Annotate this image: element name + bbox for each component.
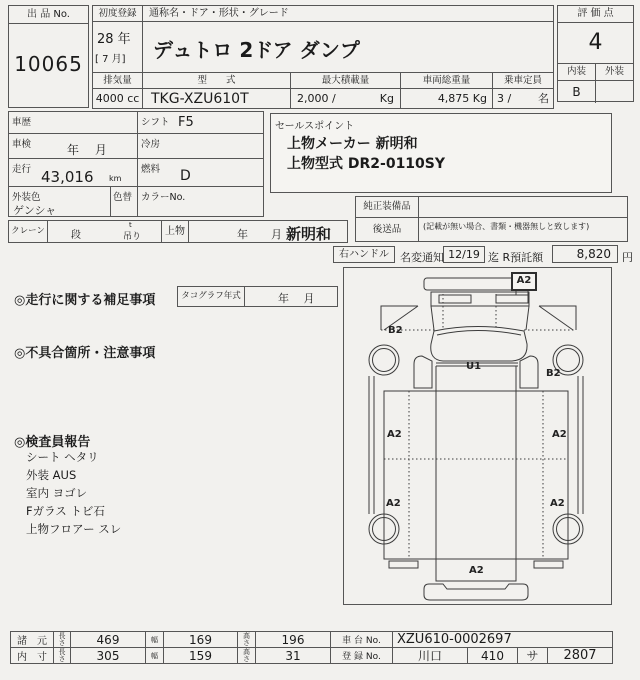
displacement-value: 4000 cc: [95, 92, 140, 105]
later-items-note: (記載が無い場合、書類・機器無しと致します): [423, 222, 590, 231]
height-label-text: 高さ: [243, 647, 250, 663]
inspection-label: 車検: [12, 139, 32, 150]
first-registration-label: 初度登録: [93, 6, 142, 22]
inspector-item: 室内 ヨゴレ: [26, 486, 88, 500]
genuine-equipment-row: [355, 196, 628, 218]
exterior-color-value: ゲンシャ: [13, 204, 57, 217]
crane-label: クレーン: [9, 221, 48, 242]
inspection-cell: [8, 133, 138, 159]
fuel-value: D: [180, 168, 191, 184]
damage-mark-left-side: A2: [387, 429, 402, 440]
score-label: 評 価 点: [558, 6, 633, 23]
lot-number-label: 出 品 No.: [9, 6, 88, 24]
chassis-no-label: 車 台 No.: [330, 631, 393, 648]
inner-length-label: [53, 647, 71, 664]
inner-width-label: 幅: [145, 647, 164, 664]
damage-mark-front-left: B2: [388, 325, 403, 336]
inner-length-value: 305: [70, 647, 146, 664]
body-label: 上物: [161, 221, 189, 242]
model-code-label: 型 式: [143, 73, 290, 89]
color-no-label: カラーNo.: [141, 192, 186, 203]
first-registration-cell: [92, 5, 143, 73]
first-registration-year: 28 年: [97, 32, 131, 47]
model-code-value: TKG-XZU610T: [151, 91, 249, 107]
tachograph-cell: [177, 286, 338, 307]
damage-mark-rear-right: A2: [550, 498, 565, 509]
history-label: 車歴: [12, 117, 32, 128]
registration-no-label: 登 録 No.: [330, 647, 393, 664]
handle-badge: 右ハンドル: [333, 246, 395, 263]
length-label: [53, 631, 71, 648]
shift-value: F5: [178, 115, 194, 130]
damage-mark-right-side: A2: [552, 429, 567, 440]
inner-width-value: 159: [163, 647, 238, 664]
height-label: [237, 631, 256, 648]
interior-score: B: [558, 81, 596, 103]
sales-point-line2: 上物型式 DR2-0110SY: [287, 156, 446, 172]
score-value: 4: [558, 23, 633, 64]
exterior-score: [596, 81, 633, 103]
registration-number: 2807: [547, 647, 613, 664]
width-label: 幅: [145, 631, 164, 648]
genuine-equipment-label: 純正装備品: [356, 197, 419, 217]
inspector-item: Fガラス トビ石: [26, 504, 105, 518]
damage-mark-cab: U1: [466, 361, 482, 372]
displacement-cell: [92, 72, 143, 109]
defect-heading: ◎不具合箇所・注意事項: [14, 346, 156, 361]
inspector-heading: ◎検査員報告: [14, 435, 91, 450]
crane-lift-label: 吊り: [123, 232, 142, 242]
vehicle-name-cell: [142, 5, 554, 73]
inspector-item: シート ヘタリ: [26, 450, 99, 464]
damage-mark-rear-left: A2: [386, 498, 401, 509]
damage-mark-front: A2: [511, 272, 537, 291]
inspection-value: 年 月: [67, 143, 107, 157]
repaint-label: 色替: [113, 192, 133, 203]
capacity-cell: [492, 72, 554, 109]
max-load-unit: Kg: [379, 92, 394, 105]
tachograph-value: 年 月: [278, 292, 315, 305]
length-label-text: 長さ: [58, 631, 66, 647]
crane-body-row: [8, 220, 348, 243]
later-items-row: [355, 217, 628, 242]
first-registration-month: [ 7 月]: [95, 54, 126, 65]
chassis-no-value: XZU610-0002697: [392, 631, 613, 648]
mileage-value: 43,016: [41, 168, 94, 186]
exterior-label: 外装: [604, 66, 624, 77]
registration-class: 410: [467, 647, 518, 664]
inner-height-label: [237, 647, 256, 664]
rename-date-box: 12/19: [443, 246, 485, 263]
spec-width-value: 169: [163, 631, 238, 648]
crane-lift-t: t: [129, 221, 132, 229]
max-load-label: 最大積載量: [291, 73, 400, 89]
exterior-color-label: 外装色: [12, 192, 41, 203]
shift-cell: [137, 111, 264, 134]
deposit-label: 迄 R預託額: [488, 251, 544, 264]
capacity-unit: 名: [538, 92, 549, 105]
capacity-value: 3 /: [497, 92, 512, 105]
ac-label: 冷房: [141, 139, 161, 150]
fuel-cell: [137, 158, 264, 187]
height-label-text: 高さ: [243, 631, 250, 647]
sales-point-box: [270, 113, 612, 193]
history-cell: [8, 111, 138, 134]
lot-number-value: 10065: [14, 52, 83, 76]
gvw-label: 車両総重量: [401, 73, 492, 89]
truck-top-view-diagram: [344, 268, 611, 604]
registration-place: 川口: [392, 647, 468, 664]
fuel-label: 燃料: [141, 164, 161, 175]
sales-point-label: セールスポイント: [275, 121, 355, 132]
ac-cell: [137, 133, 264, 159]
yen-label: 円: [622, 251, 633, 264]
mileage-note-heading: ◎走行に関する補足事項: [14, 293, 156, 308]
damage-mark-front-right: B2: [546, 368, 561, 379]
inner-row-label: 内 寸: [10, 647, 54, 664]
crane-stage: 段: [71, 230, 81, 241]
displacement-label: 排気量: [93, 73, 142, 89]
spec-height-value: 196: [255, 631, 331, 648]
body-year: 年: [237, 228, 248, 241]
gvw-value: 4,875 Kg: [437, 92, 487, 105]
lot-number-box: [8, 5, 89, 108]
shift-label: シフト: [141, 117, 170, 128]
inner-height-value: 31: [255, 647, 331, 664]
inspector-item: 外装 AUS: [26, 468, 77, 482]
capacity-label: 乗車定員: [493, 73, 553, 89]
spec-length-value: 469: [70, 631, 146, 648]
vehicle-name-label: 通称名・ドア・形状・グレード: [143, 6, 553, 22]
deposit-amount-box: 8,820: [552, 245, 618, 263]
model-code-cell: [142, 72, 291, 109]
max-load-cell: [290, 72, 401, 109]
interior-label: 内装: [558, 64, 596, 80]
tachograph-label: タコグラフ年式: [178, 287, 245, 306]
gvw-cell: [400, 72, 493, 109]
damage-mark-tailgate: A2: [469, 565, 484, 576]
mileage-cell: [8, 158, 138, 187]
max-load-value: 2,000 /: [297, 92, 336, 105]
exterior-color-cell: [8, 186, 111, 217]
body-maker: 新明和: [286, 225, 332, 243]
vehicle-diagram-frame: [343, 267, 612, 605]
length-label-text: 長さ: [58, 647, 66, 663]
body-month: 月: [271, 228, 282, 241]
repaint-cell: [110, 186, 138, 217]
inspector-item: 上物フロアー スレ: [26, 522, 122, 536]
registration-kana: サ: [517, 647, 548, 664]
rename-notice-label: 名変通知: [400, 251, 444, 264]
color-no-cell: [137, 186, 264, 217]
mileage-label: 走行: [12, 164, 32, 175]
spec-row-label: 諸 元: [10, 631, 54, 648]
sales-point-line1: 上物メーカー 新明和: [287, 136, 418, 152]
mileage-unit: km: [109, 174, 122, 183]
later-items-label: 後送品: [356, 218, 419, 241]
score-box: [557, 5, 634, 102]
vehicle-name-value: デュトロ 2ドア ダンプ: [153, 38, 360, 62]
